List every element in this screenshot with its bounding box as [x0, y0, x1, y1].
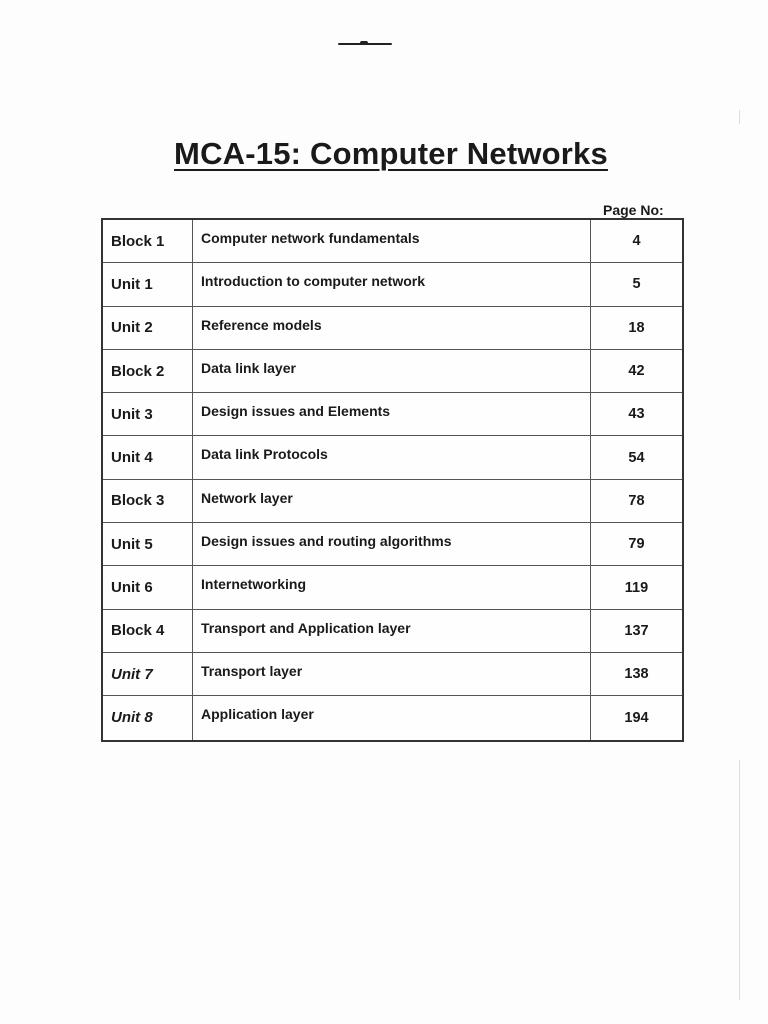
row-topic: Transport layer [193, 653, 591, 695]
scan-mark [338, 43, 392, 45]
row-label: Unit 7 [103, 653, 193, 695]
contents-row [103, 350, 682, 393]
row-topic: Transport and Application layer [193, 610, 591, 652]
row-topic: Design issues and Elements [193, 393, 591, 435]
row-page-number: 137 [624, 622, 649, 639]
row-label: Block 2 [103, 350, 193, 392]
row-page-number: 194 [624, 709, 649, 726]
contents-row [103, 566, 682, 609]
row-label: Unit 2 [103, 307, 193, 349]
row-page-number: 79 [628, 536, 645, 553]
row-topic: Network layer [193, 480, 591, 522]
row-page-number: 119 [624, 579, 649, 596]
contents-row [103, 523, 682, 566]
row-label: Block 1 [103, 220, 193, 262]
row-page-number: 4 [632, 233, 641, 250]
contents-table [101, 218, 684, 742]
scan-artifact [739, 760, 740, 1000]
row-topic: Introduction to computer network [193, 263, 591, 305]
row-topic: Internetworking [193, 566, 591, 608]
row-label: Unit 8 [103, 696, 193, 739]
row-label: Unit 1 [103, 263, 193, 305]
contents-row [103, 436, 682, 479]
row-topic: Application layer [193, 696, 591, 739]
row-topic: Data link Protocols [193, 436, 591, 478]
contents-row [103, 696, 682, 739]
row-topic: Data link layer [193, 350, 591, 392]
contents-row [103, 610, 682, 653]
scan-artifact [739, 110, 740, 124]
row-page-number: 42 [628, 363, 645, 380]
row-label: Block 3 [103, 480, 193, 522]
row-page-number: 54 [628, 449, 645, 466]
row-label: Unit 6 [103, 566, 193, 608]
row-topic: Computer network fundamentals [193, 220, 591, 262]
contents-row [103, 220, 682, 263]
row-page-number: 5 [632, 276, 641, 293]
row-label: Block 4 [103, 610, 193, 652]
row-page-number: 138 [624, 666, 649, 683]
row-page-number: 78 [628, 492, 645, 509]
contents-row [103, 653, 682, 696]
row-page-number: 43 [628, 406, 645, 423]
row-topic: Reference models [193, 307, 591, 349]
contents-row [103, 307, 682, 350]
page-no-header: Page No: [603, 202, 664, 218]
row-label: Unit 4 [103, 436, 193, 478]
row-label: Unit 3 [103, 393, 193, 435]
document-title [0, 136, 768, 172]
row-label: Unit 5 [103, 523, 193, 565]
document-title-text: MCA-15: Computer Networks [174, 136, 608, 171]
contents-row [103, 480, 682, 523]
contents-row [103, 263, 682, 306]
row-topic: Design issues and routing algorithms [193, 523, 591, 565]
contents-row [103, 393, 682, 436]
row-page-number: 18 [628, 319, 645, 336]
